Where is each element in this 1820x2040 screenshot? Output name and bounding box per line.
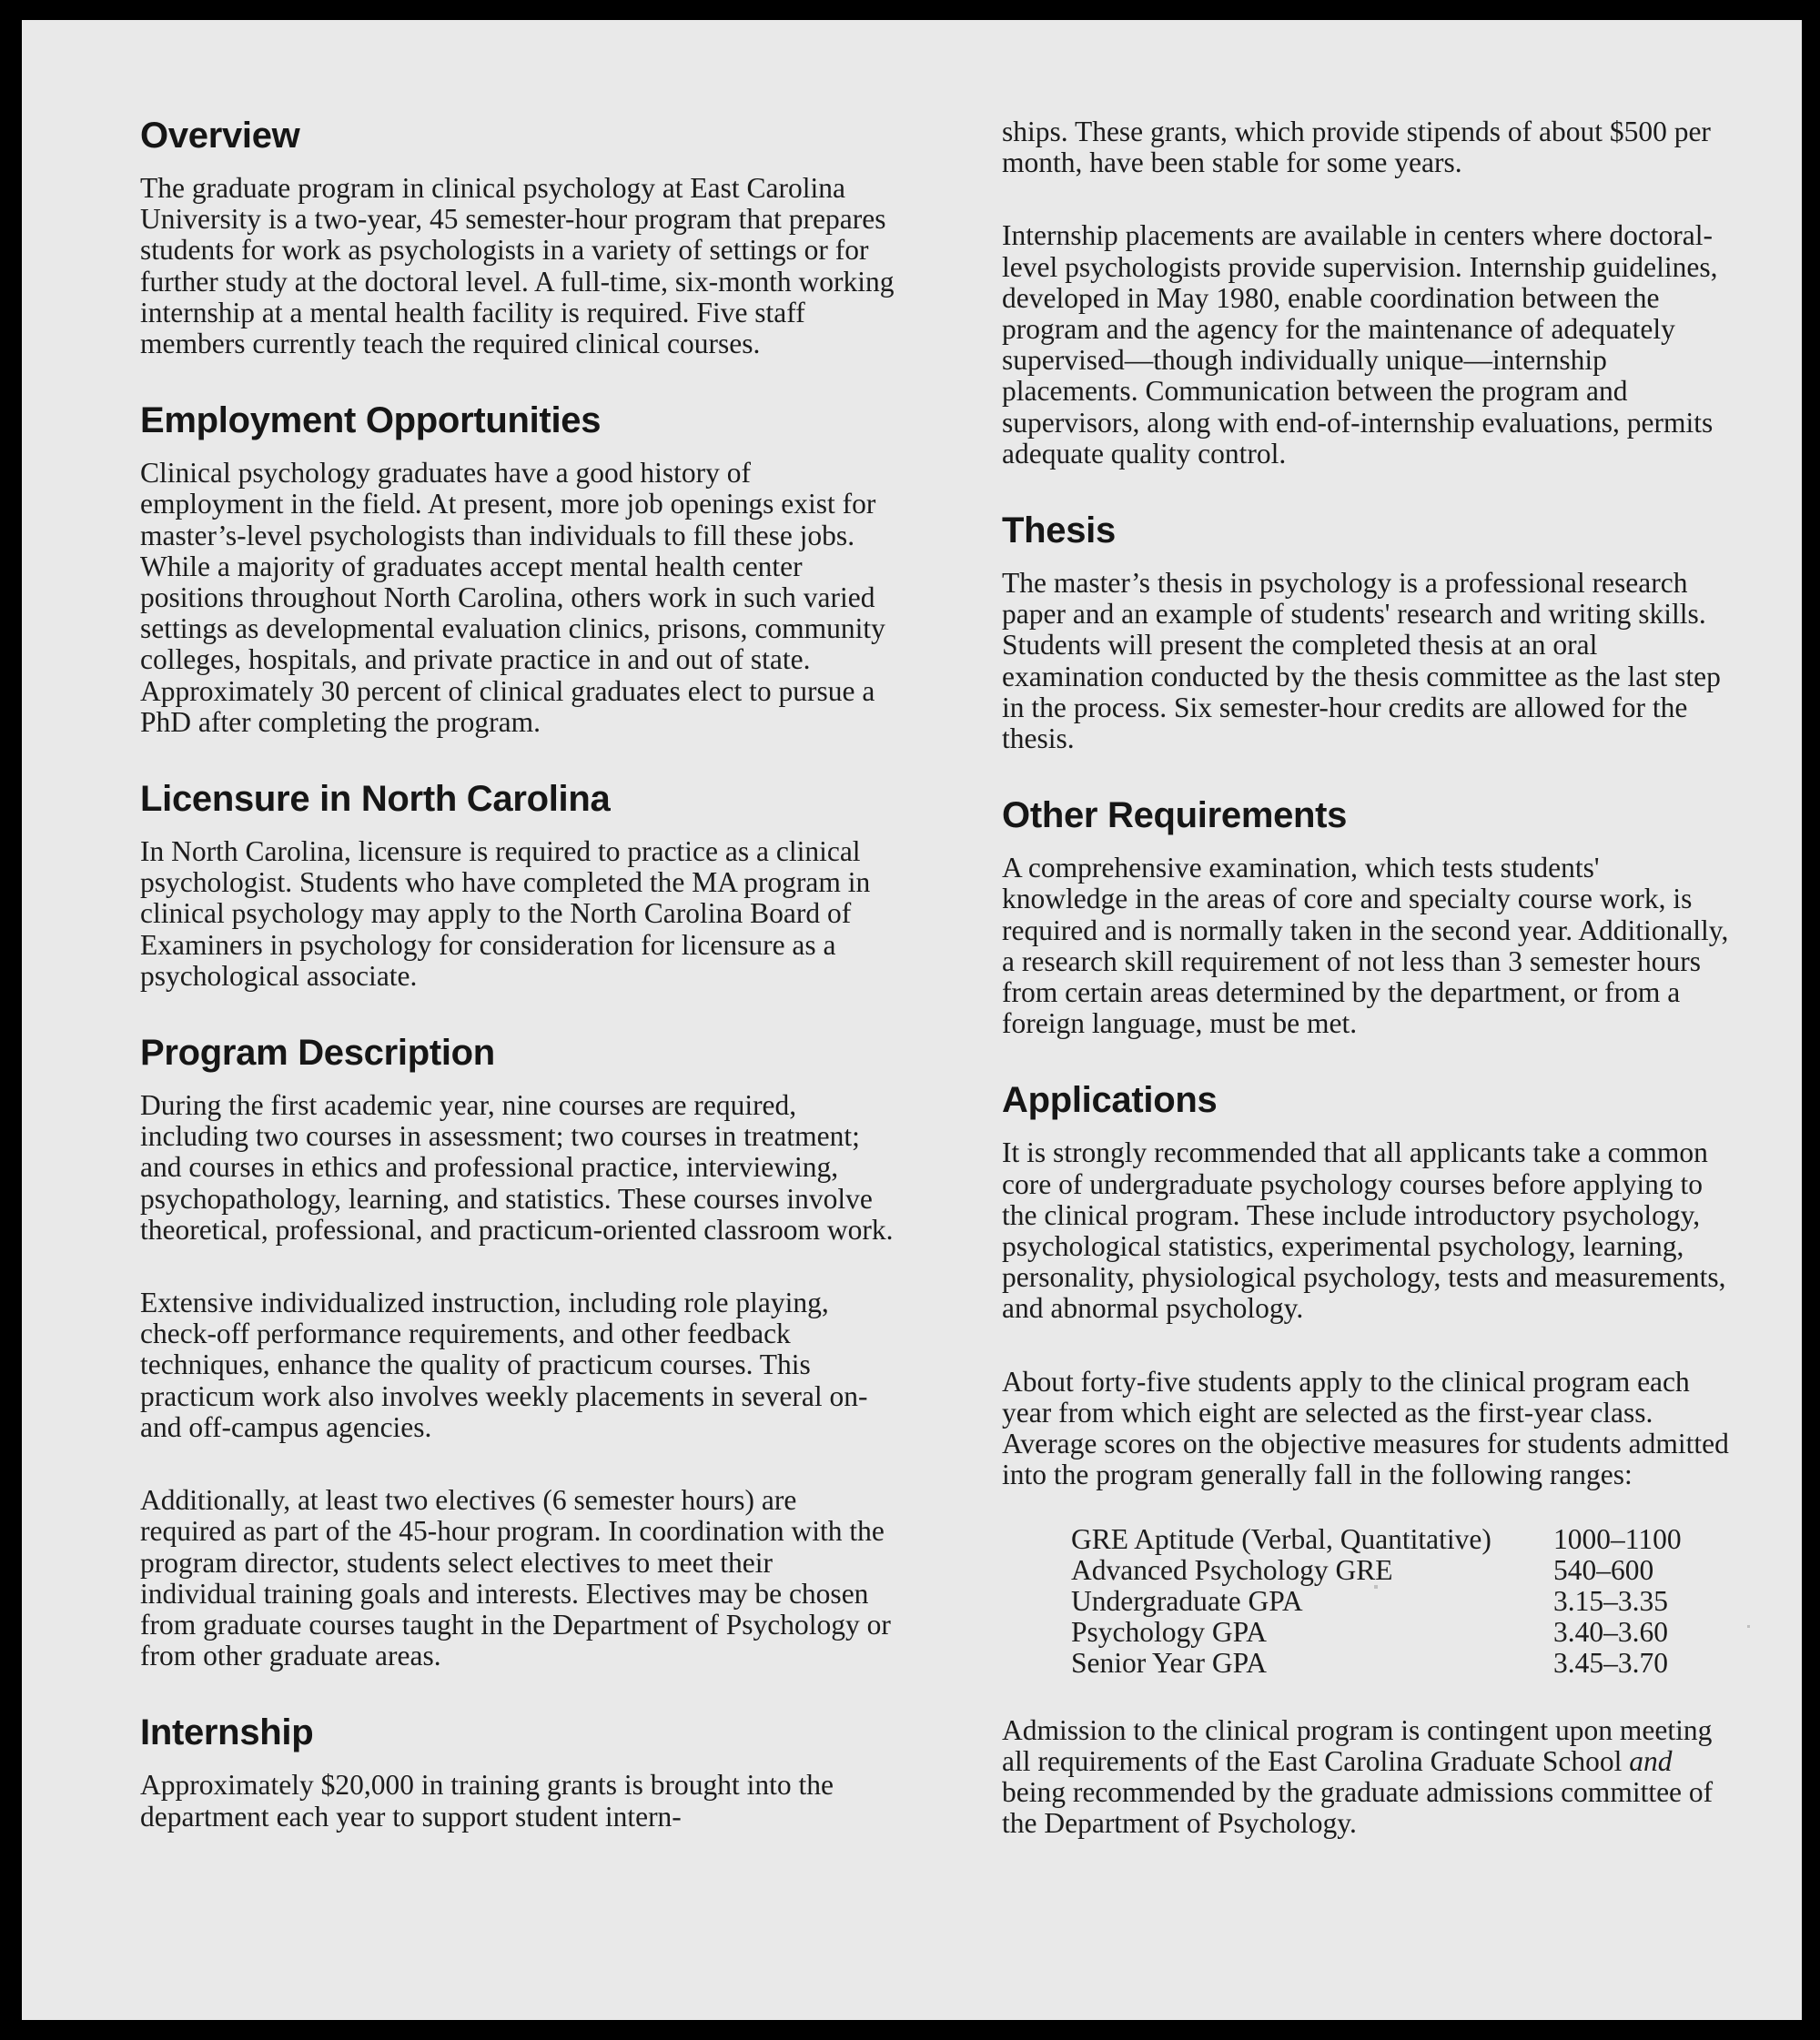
applications-paragraph: It is strongly recommended that all applicants take a common core of undergraduate psychology courses before applying to the clinical program. These include introductory psychology, psychological statistics, experimental psychology, learning, personality, physiological psychology, tests and measurements, and abnormal psychology. bbox=[1002, 1136, 1726, 1325]
other-requirements-heading: Other Requirements bbox=[1002, 795, 1348, 836]
score-row bbox=[1071, 1617, 1682, 1648]
other-requirements-section bbox=[1002, 794, 1730, 1039]
score-ranges-table bbox=[1071, 1524, 1682, 1679]
left-column bbox=[140, 115, 895, 1833]
score-label: GRE Aptitude (Verbal, Quantitative) bbox=[1071, 1522, 1491, 1555]
score-label: Senior Year GPA bbox=[1071, 1646, 1267, 1679]
employment-heading: Employment Opportunities bbox=[140, 400, 602, 441]
applications-paragraph: About forty-five students apply to the clinical program each year from which eight are selected as the first-year class. Average scores on the objective measures for students admitted into the program generally fall in the following ranges: bbox=[1002, 1365, 1729, 1491]
program-description-heading: Program Description bbox=[140, 1033, 495, 1074]
overview-text: The graduate program in clinical psychology at East Carolina University is a two-year, 45 semester-hour program that prepares students for work as psychologists in a variety of settings or for further study at the doctoral level. A full-time, six-month working internship at a mental health facility is required. Five staff members currently teach the required clinical courses. bbox=[140, 172, 895, 360]
licensure-heading: Licensure in North Carolina bbox=[140, 779, 611, 820]
internship-continued-section bbox=[1002, 116, 1730, 470]
overview-section bbox=[140, 115, 895, 359]
applications-section bbox=[1002, 1079, 1730, 1839]
employment-text: Clinical psychology graduates have a good history of employment in the field. At present, more job openings exist for master’s-level psychologists than individuals to fill these jobs. While a majority of graduates accept mental health center positions throughout North Carolina, others work in such varied settings as developmental evaluation clinics, prisons, community colleges, hospitals, and private practice in and out of state. Approximately 30 percent of clinical graduates elect to pursue a PhD after completing the program. bbox=[140, 457, 885, 738]
score-row bbox=[1071, 1524, 1682, 1555]
brochure-page bbox=[22, 20, 1802, 2020]
admission-paragraph bbox=[1002, 1715, 1730, 1840]
score-range: 1000–1100 bbox=[1553, 1522, 1682, 1555]
program-description-section bbox=[140, 1032, 895, 1671]
score-row bbox=[1071, 1555, 1682, 1586]
score-range: 3.40–3.60 bbox=[1553, 1615, 1668, 1648]
program-description-paragraph: Extensive individualized instruction, including role playing, check-off performance requirements, and other feedback techniques, enhance the quality of practicum courses. This practicum work also involves weekly placements in several on- and off-campus agencies. bbox=[140, 1287, 868, 1443]
scan-speck bbox=[1374, 1585, 1378, 1589]
score-range: 540–600 bbox=[1553, 1553, 1654, 1586]
applications-heading: Applications bbox=[1002, 1080, 1218, 1121]
admission-text-end: being recommended by the graduate admissions committee of the Department of Psychology. bbox=[1002, 1775, 1714, 1840]
score-range: 3.45–3.70 bbox=[1553, 1646, 1668, 1679]
thesis-text: The master’s thesis in psychology is a professional research paper and an example of students' research and writing skills. Students will present the completed thesis at an oral examination conducted by the thesis committee as the last step in the process. Six semester-hour credits are allowed for the thesis. bbox=[1002, 567, 1721, 755]
score-label: Advanced Psychology GRE bbox=[1071, 1553, 1393, 1586]
right-column bbox=[1002, 116, 1730, 1839]
score-row bbox=[1071, 1648, 1682, 1679]
score-row bbox=[1071, 1586, 1682, 1617]
internship-text: Approximately $20,000 in training grants is brought into the department each year to support student intern- bbox=[140, 1769, 834, 1833]
program-description-paragraph: Additionally, at least two electives (6 semester hours) are required as part of the 45-hour program. In coordination with the program director, students select electives to meet their individual training goals and interests. Electives may be chosen from graduate courses taught in the Department of Psychology or from other graduate areas. bbox=[140, 1484, 891, 1672]
internship-continued-paragraph: ships. These grants, which provide stipends of about $500 per month, have been stable for some years. bbox=[1002, 116, 1711, 179]
thesis-section bbox=[1002, 510, 1730, 754]
internship-continued-paragraph: Internship placements are available in centers where doctoral-level psychologists provide supervision. Internship guidelines, developed in May 1980, enable coordination between the program and the agency for the maintenance of adequately supervised—though individually unique—internship placements. Communication between the program and supervisors, along with end-of-internship evaluations, permits adequate quality control. bbox=[1002, 219, 1718, 470]
program-description-paragraph: During the first academic year, nine courses are required, including two courses in assessment; two courses in treatment; and courses in ethics and professional practice, interviewing, psychopathology, learning, and statistics. These courses involve theoretical, professional, and practicum-oriented classroom work. bbox=[140, 1089, 894, 1246]
thesis-heading: Thesis bbox=[1002, 510, 1116, 551]
scan-speck bbox=[1747, 1625, 1750, 1628]
other-requirements-text: A comprehensive examination, which tests students' knowledge in the areas of core and specialty course work, is required and is normally taken in the second year. Additionally, a research skill requirement of not less than 3 semester hours from certain areas determined by the department, or from a foreign language, must be met. bbox=[1002, 852, 1729, 1040]
score-range: 3.15–3.35 bbox=[1553, 1584, 1668, 1617]
internship-section bbox=[140, 1712, 895, 1832]
score-label: Undergraduate GPA bbox=[1071, 1584, 1303, 1617]
score-label: Psychology GPA bbox=[1071, 1615, 1268, 1648]
employment-section bbox=[140, 399, 895, 738]
admission-text-start: Admission to the clinical program is contingent upon meeting all requirements of the East Carolina Graduate School bbox=[1002, 1713, 1713, 1777]
internship-heading: Internship bbox=[140, 1712, 314, 1753]
overview-heading: Overview bbox=[140, 116, 300, 156]
admission-text-emphasis: and bbox=[1629, 1744, 1673, 1777]
licensure-text: In North Carolina, licensure is required to practice as a clinical psychologist. Students who have completed the MA program in clinical psychology may apply to the North Carolina Board of Examiners in psychology for consideration for licensure as a psychological associate. bbox=[140, 835, 871, 992]
licensure-section bbox=[140, 778, 895, 992]
